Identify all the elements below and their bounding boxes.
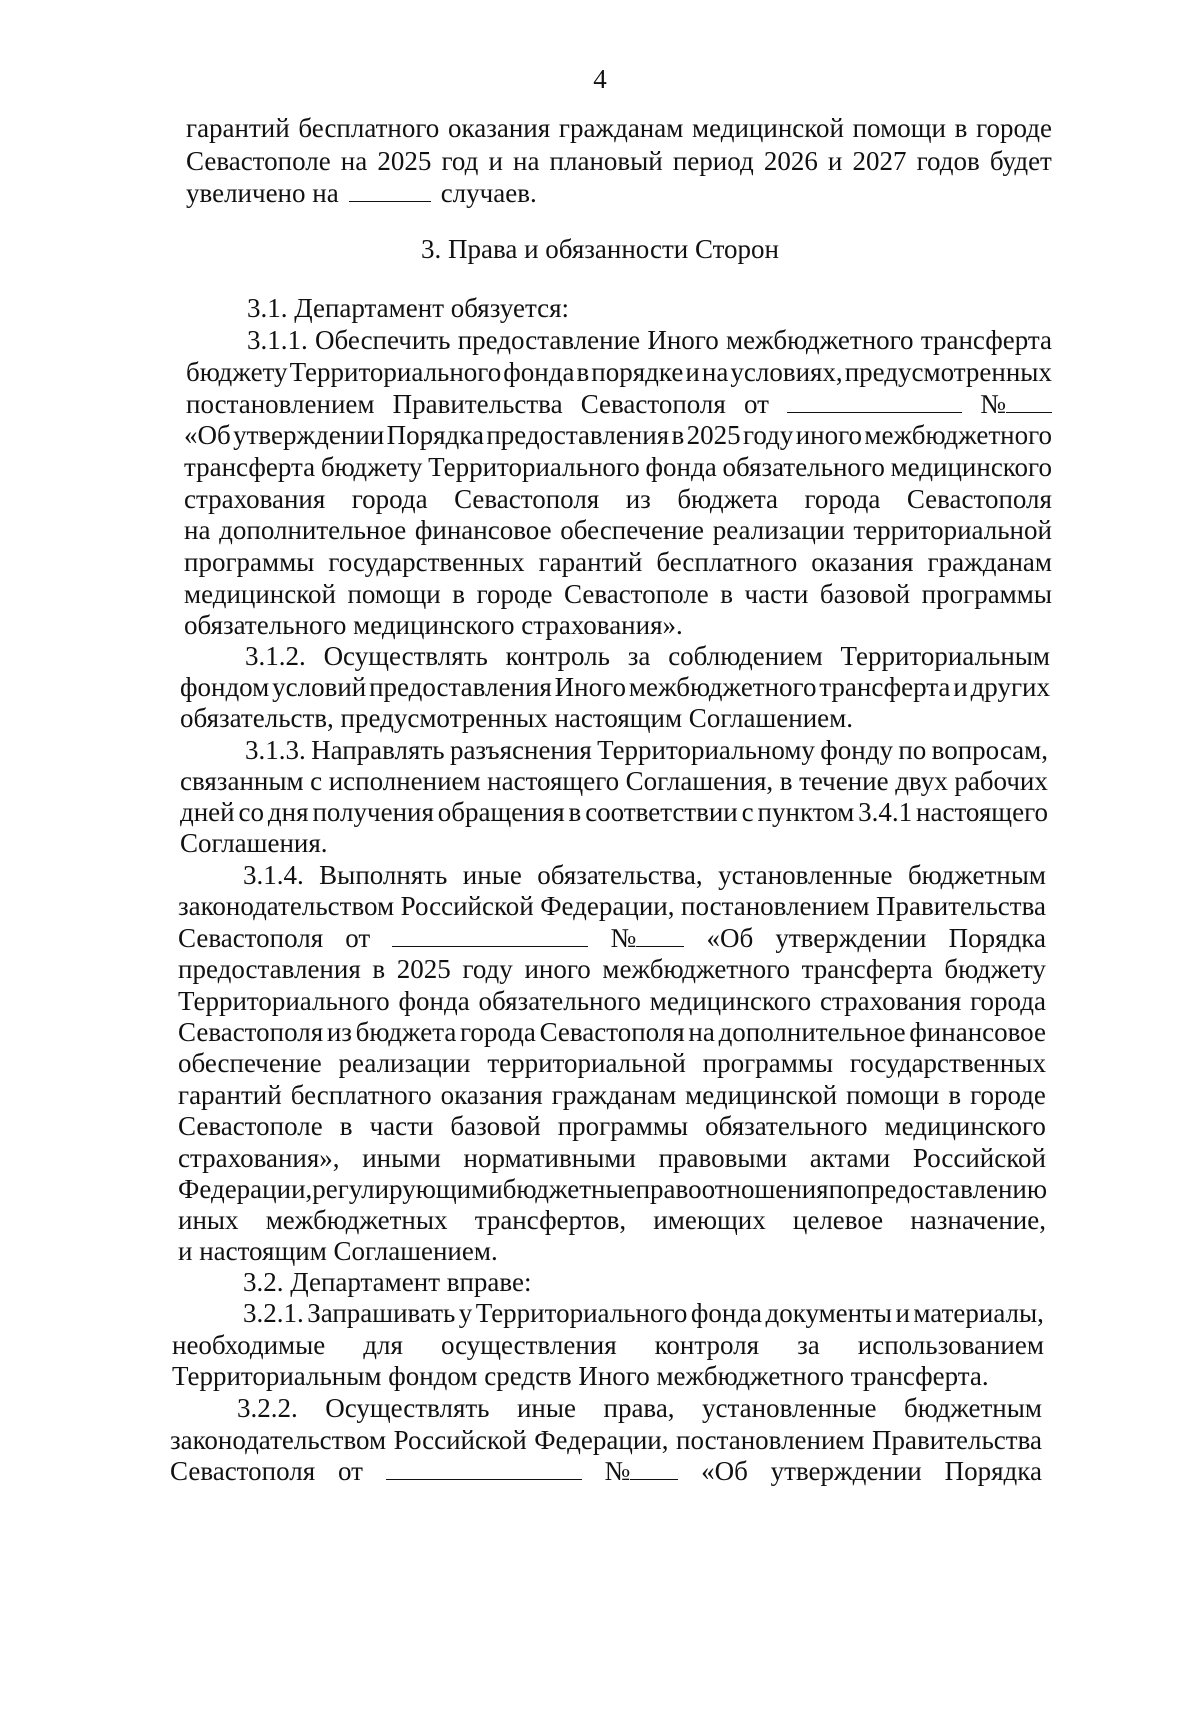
text-line: [178, 953, 1046, 986]
text-line: [178, 1235, 498, 1268]
word: фонда: [645, 452, 717, 482]
word: города: [804, 484, 881, 514]
word: предусмотренных: [844, 357, 1052, 387]
word: части: [744, 579, 809, 609]
word: Осуществлять: [325, 1393, 490, 1423]
text-line: [186, 145, 1052, 178]
text-line: [170, 1455, 1042, 1488]
word: 3.1.4.: [243, 860, 304, 890]
word: иных: [178, 1205, 239, 1235]
word: связанным: [180, 766, 304, 796]
word: помощи: [852, 113, 946, 143]
word: в: [779, 766, 793, 796]
number-sign-group: [980, 388, 1052, 421]
word: Российской: [400, 891, 534, 921]
text-line: [186, 356, 1052, 389]
word: на: [184, 515, 211, 545]
word: Иного: [647, 325, 719, 355]
text-line: [243, 1297, 1044, 1330]
word: исполнением: [328, 766, 481, 796]
word: территориальной: [853, 515, 1052, 545]
word: и: [827, 146, 843, 176]
word: году: [462, 954, 513, 984]
word: вопросам,: [931, 735, 1048, 765]
word: Российской: [393, 1425, 527, 1455]
word: реализации: [338, 1048, 471, 1078]
word: трансфертов,: [474, 1205, 627, 1235]
word: году: [742, 420, 794, 450]
fill-in-blank: [392, 922, 588, 947]
word: гражданам: [558, 113, 684, 143]
word: обеспечение: [178, 1048, 322, 1078]
word: постановлением: [681, 891, 870, 921]
word: на: [688, 1017, 715, 1047]
text-line: [184, 419, 1052, 452]
word: 3.4.1: [858, 797, 913, 827]
word: по: [828, 1174, 857, 1204]
word: Правительства: [872, 1425, 1042, 1455]
word: помощи: [347, 579, 441, 609]
word: бюджета: [677, 484, 778, 514]
word: бесплатного: [298, 113, 440, 143]
word: от: [743, 389, 769, 419]
word: Правительства: [392, 389, 563, 419]
word: в: [671, 420, 685, 450]
text-line: [184, 451, 1052, 484]
word: назначение,: [910, 1205, 1046, 1235]
word: годов: [916, 146, 980, 176]
word: установленные: [702, 1393, 877, 1423]
word: получения: [312, 797, 434, 827]
word: иного: [795, 420, 863, 450]
text-line: [178, 1204, 1046, 1237]
word: дополнительное: [219, 515, 407, 545]
word: Севастополя: [178, 923, 324, 953]
word: 3.1.3.: [245, 735, 306, 765]
word: гражданам: [927, 547, 1052, 577]
word: утверждении: [770, 1456, 922, 1486]
word: будет: [989, 146, 1052, 176]
text-line: [172, 1360, 989, 1393]
word: обеспечение: [560, 515, 705, 545]
word: Территориального: [289, 357, 502, 387]
word: бесплатного: [290, 1080, 432, 1110]
word: Российской: [912, 1143, 1046, 1173]
word: Территориальным фондом средств Иного межбюджетного трансферта.: [172, 1361, 989, 1391]
text-line: [237, 1392, 1042, 1425]
word: Осуществлять: [323, 641, 488, 671]
fill-in-blank: [386, 1455, 582, 1480]
word: в: [452, 579, 466, 609]
word: за: [627, 641, 651, 671]
word: города: [970, 986, 1046, 1016]
word: медицинского: [649, 986, 812, 1016]
text-line: [172, 1329, 1044, 1362]
word: фонду: [820, 735, 893, 765]
word: фонда: [398, 986, 470, 1016]
word: предоставлению: [856, 1174, 1048, 1204]
number-sign: №: [980, 389, 1006, 419]
word: течение: [799, 766, 889, 796]
text-line: [178, 922, 1046, 955]
word: бюджету: [944, 954, 1046, 984]
word: Севастополя: [178, 1017, 324, 1047]
word: помощи: [846, 1080, 940, 1110]
word: города: [351, 484, 428, 514]
word: соответствии: [585, 797, 738, 827]
text-line: [180, 702, 853, 735]
word: целевое: [792, 1205, 884, 1235]
word: базовой: [819, 579, 911, 609]
word: реализации: [712, 515, 845, 545]
word: соблюдением: [668, 641, 823, 671]
fill-in-blank: [1006, 388, 1052, 413]
word: трансферта: [801, 954, 933, 984]
word: дня: [267, 797, 309, 827]
word: медицинского: [890, 452, 1052, 482]
word: Выполнять: [319, 860, 448, 890]
text-line: [184, 483, 1052, 516]
text-line: [180, 827, 328, 860]
word: документы: [765, 1298, 893, 1328]
word: обязательного: [722, 452, 885, 482]
word: для: [363, 1330, 403, 1360]
word: и настоящим Соглашением.: [178, 1236, 498, 1266]
word: Севастополя: [170, 1456, 316, 1486]
word: Порядка: [944, 1456, 1042, 1486]
word: год: [441, 146, 479, 176]
word: бюджетным: [903, 1393, 1042, 1423]
word: контроль: [505, 641, 610, 671]
text-line: [178, 1016, 1046, 1049]
word: бюджету: [320, 452, 423, 482]
word: законодательством: [170, 1425, 387, 1455]
word: Севастополя: [454, 484, 600, 514]
word: на: [340, 146, 368, 176]
word: города: [460, 1017, 536, 1047]
word: Порядка: [386, 420, 484, 450]
word: и: [953, 672, 968, 702]
word: медицинского: [884, 1111, 1046, 1141]
word: на: [513, 146, 540, 176]
word: медицинской: [685, 1080, 838, 1110]
word: Территориального: [475, 1298, 688, 1328]
word: Направлять: [311, 735, 445, 765]
word: обязательств, предусмотренных настоящим Соглашением.: [180, 703, 853, 733]
word: законодательством: [178, 891, 395, 921]
text-line: [178, 985, 1046, 1018]
word: государственных: [849, 1048, 1046, 1078]
text-line: [243, 859, 1046, 892]
word: Севастополе: [564, 579, 709, 609]
fill-in-blank: [636, 922, 684, 947]
word: бюджетные: [502, 1174, 636, 1204]
word: Территориального: [428, 452, 640, 482]
word: от: [345, 923, 371, 953]
word: на: [701, 357, 729, 387]
word: межбюджетных: [265, 1205, 448, 1235]
fill-in-blank: [349, 177, 431, 202]
word: финансовое: [414, 515, 552, 545]
text-line: [186, 177, 537, 210]
word: Правительства: [876, 891, 1046, 921]
word: 3.2.1.: [243, 1298, 304, 1328]
word: Запрашивать: [307, 1298, 456, 1328]
word: иного: [524, 954, 591, 984]
word: финансовое: [909, 1017, 1046, 1047]
word: дополнительное: [718, 1017, 906, 1047]
word: контроля: [654, 1330, 760, 1360]
word: правовыми: [658, 1143, 788, 1173]
fill-in-blank: [630, 1455, 678, 1480]
word: бесплатного: [656, 547, 798, 577]
word: иными: [362, 1143, 441, 1173]
word: предоставления: [486, 420, 670, 450]
word: 2025: [686, 420, 741, 450]
word: разъяснения: [449, 735, 592, 765]
number-sign-group: [605, 1455, 679, 1488]
word: «Об: [706, 923, 754, 953]
word: Соглашения,: [625, 766, 774, 796]
word: в: [720, 579, 733, 609]
word: от: [337, 1456, 363, 1486]
text-line: [186, 112, 1052, 145]
word: из: [625, 484, 651, 514]
text-line: [243, 1266, 532, 1299]
text-line: [245, 734, 1048, 767]
word: обращения: [437, 797, 565, 827]
text-line: [180, 796, 1048, 829]
word: страхования: [184, 484, 326, 514]
word: утверждении: [775, 923, 927, 953]
word: 2025: [396, 954, 451, 984]
word: регулирующими: [312, 1174, 503, 1204]
word: в: [339, 1111, 353, 1141]
section-heading: 3. Права и обязанности Сторон: [420, 234, 780, 264]
word: гражданам: [551, 1080, 677, 1110]
text-line: [178, 1079, 1046, 1112]
word: территориальной: [487, 1048, 686, 1078]
word: использованием: [857, 1330, 1044, 1360]
word: бюджета: [355, 1017, 457, 1047]
word: гарантий: [538, 547, 643, 577]
word: иные: [516, 1393, 577, 1423]
text-line: [180, 765, 1048, 798]
word: межбюджетного: [602, 954, 790, 984]
word: оказания: [440, 1080, 543, 1110]
word: установленные: [718, 860, 893, 890]
word: трансферта: [920, 325, 1052, 355]
word: Федерации,: [534, 1425, 669, 1455]
word: 3.1.2.: [245, 641, 306, 671]
text-line: [180, 671, 1050, 704]
word: настоящего: [487, 766, 620, 796]
word: увеличено на: [186, 178, 339, 208]
word: рабочих: [954, 766, 1048, 796]
word: предоставления: [369, 672, 552, 702]
word: фондом: [180, 672, 270, 702]
text-line: [247, 324, 1052, 357]
word: бюджетным: [907, 860, 1046, 890]
word: необходимые: [172, 1330, 326, 1360]
word: двух: [895, 766, 948, 796]
text-line: [184, 578, 1052, 611]
word: в: [568, 797, 582, 827]
text-line: [247, 292, 569, 325]
word: постановлением: [186, 389, 375, 419]
word: настоящего: [916, 797, 1048, 827]
word: права,: [603, 1393, 675, 1423]
word: у: [458, 1298, 473, 1328]
word: медицинской: [184, 579, 336, 609]
fill-in-blank: [787, 388, 962, 413]
text-line: [184, 609, 683, 642]
number-sign-group: [611, 922, 685, 955]
word: городе: [976, 113, 1052, 143]
word: период: [672, 146, 754, 176]
word: Территориальным: [840, 641, 1050, 671]
word: Иного: [554, 672, 627, 702]
word: гарантий: [186, 113, 290, 143]
word: «Об: [701, 1456, 748, 1486]
word: актами: [809, 1143, 891, 1173]
word: и: [488, 146, 503, 176]
word: пунктом: [757, 797, 855, 827]
word: условий: [272, 672, 367, 702]
word: со: [238, 797, 265, 827]
word: программы: [702, 1048, 834, 1078]
word: предоставления: [178, 954, 361, 984]
word: постановлением: [676, 1425, 865, 1455]
word: 2027: [852, 146, 907, 176]
word: утверждении: [233, 420, 385, 450]
word: нормативными: [463, 1143, 636, 1173]
word: предоставление: [457, 325, 641, 355]
text-line: [178, 1110, 1046, 1143]
word: других: [970, 672, 1050, 702]
word: 3.1.1.: [247, 325, 308, 355]
word: фонда: [690, 1298, 763, 1328]
word: «Об: [184, 420, 231, 450]
word: 3.1. Департамент обязуется:: [247, 293, 569, 323]
word: 3.2.2.: [237, 1393, 298, 1423]
word: порядке: [591, 357, 684, 387]
word: 3.2. Департамент вправе:: [243, 1267, 532, 1297]
word: и: [685, 357, 700, 387]
word: базовой: [450, 1111, 541, 1141]
word: городе: [970, 1080, 1046, 1110]
word: медицинской: [692, 113, 844, 143]
word: дней: [180, 797, 235, 827]
word: Севастополя: [539, 1017, 685, 1047]
word: Севастополе: [186, 146, 331, 176]
word: в: [372, 954, 386, 984]
word: в: [948, 1080, 962, 1110]
word: трансферта: [184, 452, 316, 482]
text-line: [184, 514, 1052, 547]
word: обязательного медицинского страхования».: [184, 610, 683, 640]
word: из: [326, 1017, 352, 1047]
page-number: 4: [593, 64, 607, 94]
word: иные: [462, 860, 522, 890]
word: материалы,: [913, 1298, 1044, 1328]
text-line: [245, 640, 1050, 673]
text-line: [170, 1424, 1042, 1457]
word: городе: [476, 579, 553, 609]
word: в: [576, 357, 590, 387]
text-line: [184, 546, 1052, 579]
word: Обеспечить: [315, 325, 451, 355]
word: Севастополя: [906, 484, 1052, 514]
word: обязательства,: [537, 860, 703, 890]
word: осуществления: [440, 1330, 617, 1360]
word: страхования»,: [178, 1143, 340, 1173]
text-line: [186, 388, 1052, 421]
word: фонда: [503, 357, 575, 387]
word: с: [310, 766, 323, 796]
word: Порядка: [948, 923, 1046, 953]
word: обязательного: [478, 986, 641, 1016]
word: Соглашения.: [180, 828, 328, 858]
word: страхования: [820, 986, 962, 1016]
text-line: [178, 1047, 1046, 1080]
word: условиях,: [730, 357, 843, 387]
word: 2025: [377, 146, 432, 176]
word: Территориальному: [597, 735, 815, 765]
word: программы: [921, 579, 1052, 609]
word: межбюджетного: [864, 420, 1052, 450]
word: программы: [184, 547, 315, 577]
word: государственных: [328, 547, 525, 577]
number-sign: №: [604, 1456, 631, 1486]
word: части: [369, 1111, 434, 1141]
word: по: [898, 735, 927, 765]
word: 2026: [763, 146, 818, 176]
word: трансферта: [819, 672, 951, 702]
word: Территориального: [178, 986, 390, 1016]
word: Севастополя: [580, 389, 726, 419]
word: в: [954, 113, 968, 143]
text-line: [178, 890, 1046, 923]
word: правоотношения: [635, 1174, 829, 1204]
word: программы: [557, 1111, 689, 1141]
word: Федерации,: [540, 891, 675, 921]
word: плановый: [549, 146, 663, 176]
word: имеющих: [653, 1205, 766, 1235]
text-line: [178, 1173, 1046, 1206]
word: оказания: [448, 113, 551, 143]
word: обязательного: [705, 1111, 868, 1141]
word: Севастополе: [178, 1111, 323, 1141]
word: оказания: [811, 547, 914, 577]
word: с: [741, 797, 754, 827]
word: случаев.: [440, 178, 537, 208]
text-line: [178, 1142, 1046, 1175]
word: и: [895, 1298, 910, 1328]
word: Федерации,: [178, 1174, 313, 1204]
word: бюджету: [186, 357, 288, 387]
word: за: [797, 1330, 820, 1360]
word: межбюджетного: [628, 672, 817, 702]
word: гарантий: [178, 1080, 282, 1110]
word: межбюджетного: [725, 325, 914, 355]
number-sign: №: [610, 923, 637, 953]
